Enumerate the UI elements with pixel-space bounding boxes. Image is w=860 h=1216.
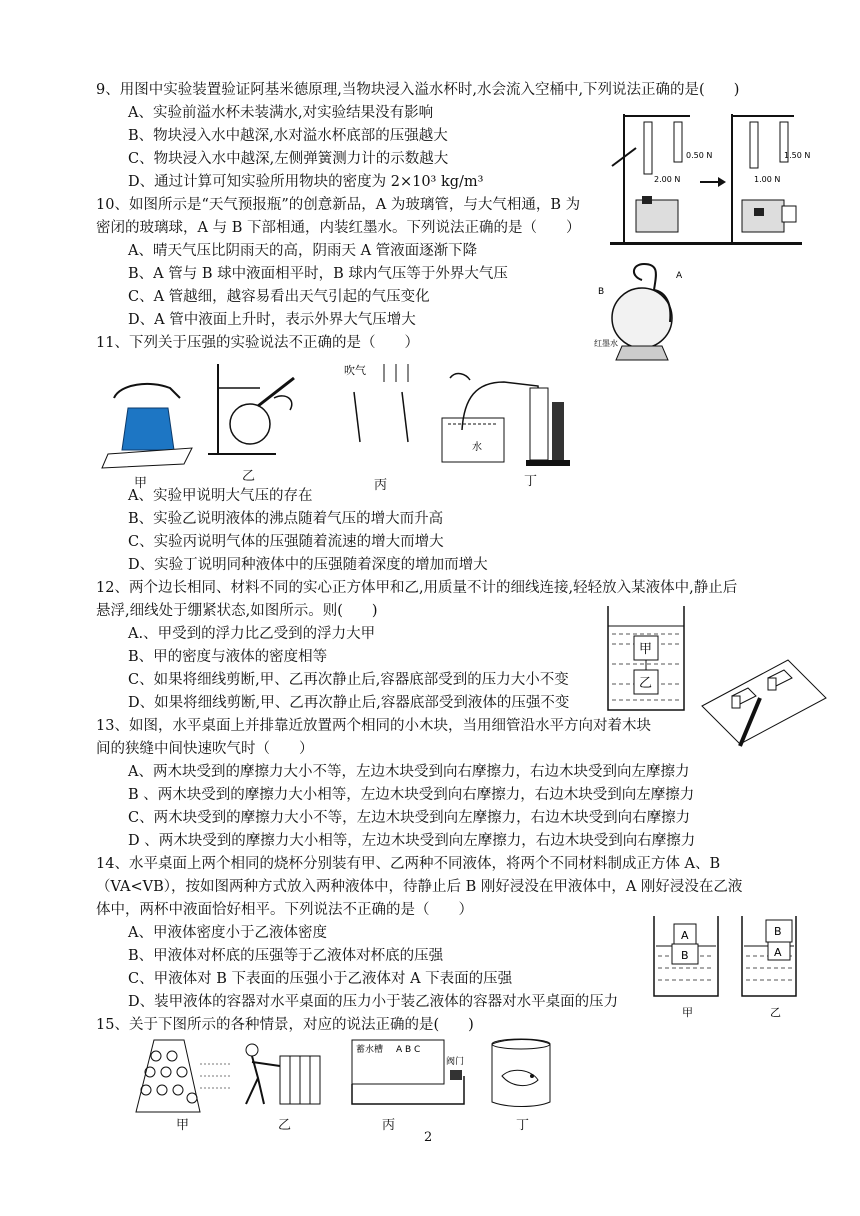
q14-stem-2: （VA<VB），按如图两种方式放入两种液体中，待静止后 B 刚好浸没在甲液体中，A 刚好浸没在乙液 [96, 879, 743, 895]
q10-label-ink: 红墨水 [594, 339, 618, 348]
q12-stem-1: 12、两个边长相同、材料不同的实心正方体甲和乙,用质量不计的细线连接,轻轻放入某液体中,静止后 [96, 580, 738, 596]
q11-option-c: C、实验丙说明气体的压强随着流速的增大而增大 [128, 534, 444, 550]
q10-stem-1: 10、如图所示是“天气预报瓶”的创意新品，A 为玻璃管，与大气相通，B 为 [96, 197, 581, 213]
q15-caption-bing: 丙 [382, 1118, 396, 1133]
q10-option-b: B、A 管与 B 球中液面相平时，B 球内气压等于外界大气压 [128, 266, 508, 282]
q13-stem-1: 13、如图，水平桌面上并排靠近放置两个相同的小木块，当用细管沿水平方向对着木块 [96, 718, 651, 734]
q9-option-a: A、实验前溢水杯未装满水,对实验结果没有影响 [128, 105, 434, 121]
q9-reading-3: 1.00 N [754, 175, 781, 184]
q9-reading-1: 0.50 N [686, 151, 713, 160]
q11-water-label: 水 [472, 442, 482, 453]
q9-reading-2: 2.00 N [654, 175, 681, 184]
q11-caption-ding: 丁 [524, 474, 538, 489]
q14-caption-jia: 甲 [682, 1006, 693, 1019]
q11-option-a: A、实验甲说明大气压的存在 [128, 488, 313, 504]
q9-figure [608, 104, 811, 246]
q11-stem: 11、下列关于压强的实验说法不正确的是（ ） [96, 335, 419, 351]
q11-blow-label: 吹气 [344, 364, 366, 377]
q12-option-b: B、甲的密度与液体的密度相等 [128, 649, 328, 665]
q10-option-c: C、A 管越细，越容易看出天气引起的气压变化 [128, 289, 430, 305]
q14-left-block-b: B [681, 949, 689, 962]
q15-tank-label: 蓄水槽 [356, 1045, 384, 1055]
q12-stem-2: 悬浮,细线处于绷紧状态,如图所示。则( ) [96, 603, 378, 619]
q11-caption-jia: 甲 [134, 476, 148, 491]
q9-option-b: B、物块浸入水中越深,水对溢水杯底部的压强越大 [128, 128, 448, 144]
q10-stem-2: 密闭的玻璃球，A 与 B 下部相通，内装红墨水。下列说法正确的是（ ） [96, 220, 581, 236]
q11-option-b: B、实验乙说明液体的沸点随着气压的增大而升高 [128, 511, 444, 527]
q13-option-b: B 、两木块受到的摩擦力大小相等，左边木块受到向右摩擦力，右边木块受到向左摩擦力 [128, 787, 695, 803]
q14-option-c: C、甲液体对 B 下表面的压强小于乙液体对 A 下表面的压强 [128, 971, 513, 987]
q14-left-block-a: A [681, 929, 689, 942]
q14-option-a: A、甲液体密度小于乙液体密度 [128, 925, 327, 941]
q12-option-d: D、如果将细线剪断,甲、乙再次静止后,容器底部受到液体的压强不变 [128, 695, 570, 711]
q15-caption-yi: 乙 [278, 1118, 292, 1133]
q9-option-c: C、物块浸入水中越深,左侧弹簧测力计的示数越大 [128, 151, 449, 167]
q13-stem-2: 间的狭缝中间快速吹气时（ ） [96, 741, 314, 757]
q9-reading-4: 1.50 N [784, 151, 811, 160]
q14-stem-3: 体中，两杯中液面恰好相平。下列说法不正确的是（ ） [96, 902, 473, 918]
q14-right-block-b: B [774, 925, 782, 938]
q10-option-a: A、晴天气压比阴雨天的高，阴雨天 A 管液面逐渐下降 [128, 243, 478, 259]
q12-block-yi: 乙 [639, 676, 653, 691]
q14-right-block-a: A [774, 946, 782, 959]
q14-option-b: B、甲液体对杯底的压强等于乙液体对杯底的压强 [128, 948, 444, 964]
q11-caption-yi: 乙 [242, 469, 256, 484]
q12-option-c: C、如果将细线剪断,甲、乙再次静止后,容器底部受到的压力大小不变 [128, 672, 569, 688]
q14-beakers-figure [650, 912, 800, 1022]
q12-block-jia: 甲 [639, 642, 653, 657]
q15-abc-label: A B C [396, 1045, 421, 1055]
q11-option-d: D、实验丁说明同种液体中的压强随着深度的增加而增大 [128, 557, 488, 573]
q15-caption-jia: 甲 [176, 1118, 190, 1133]
q13-option-a: A、两木块受到的摩擦力大小不等，左边木块受到向右摩擦力，右边木块受到向左摩擦力 [128, 764, 690, 780]
q9-option-d: D、通过计算可知实验所用物块的密度为 2×10³ kg/m³ [128, 174, 484, 190]
q14-caption-yi: 乙 [770, 1006, 781, 1019]
q12-container-figure [606, 604, 686, 712]
q15-caption-ding: 丁 [516, 1118, 530, 1133]
q9-stem: 9、用图中实验装置验证阿基米德原理,当物块浸入溢水杯时,水会流入空桶中,下列说法正确的是( ) [96, 82, 740, 98]
q14-stem-1: 14、水平桌面上两个相同的烧杯分别装有甲、乙两种不同液体，将两个不同材料制成正方体 A、B [96, 856, 721, 872]
q14-option-d: D、装甲液体的容器对水平桌面的压力小于装乙液体的容器对水平桌面的压力 [128, 994, 619, 1010]
q13-blocks-figure [700, 658, 828, 750]
q13-option-c: C、两木块受到的摩擦力大小不等，左边木块受到向左摩擦力，右边木块受到向右摩擦力 [128, 810, 691, 826]
q11-figures [100, 358, 590, 486]
q15-stem: 15、关于下图所示的各种情景，对应的说法正确的是( ) [96, 1017, 474, 1033]
q10-weather-bottle [592, 256, 696, 366]
page-number: 2 [424, 1130, 433, 1145]
q10-option-d: D、A 管中液面上升时，表示外界大气压增大 [128, 312, 416, 328]
q15-valve-label: 阀门 [446, 1057, 465, 1067]
q13-option-d: D 、两木块受到的摩擦力大小相等，左边木块受到向左摩擦力，右边木块受到向右摩擦力 [128, 833, 696, 849]
q12-option-a: A.、甲受到的浮力比乙受到的浮力大甲 [128, 626, 376, 642]
q10-label-b: B [598, 287, 605, 297]
q15-figures [134, 1036, 554, 1126]
q10-label-a: A [676, 271, 683, 281]
q11-caption-bing: 丙 [374, 478, 388, 493]
